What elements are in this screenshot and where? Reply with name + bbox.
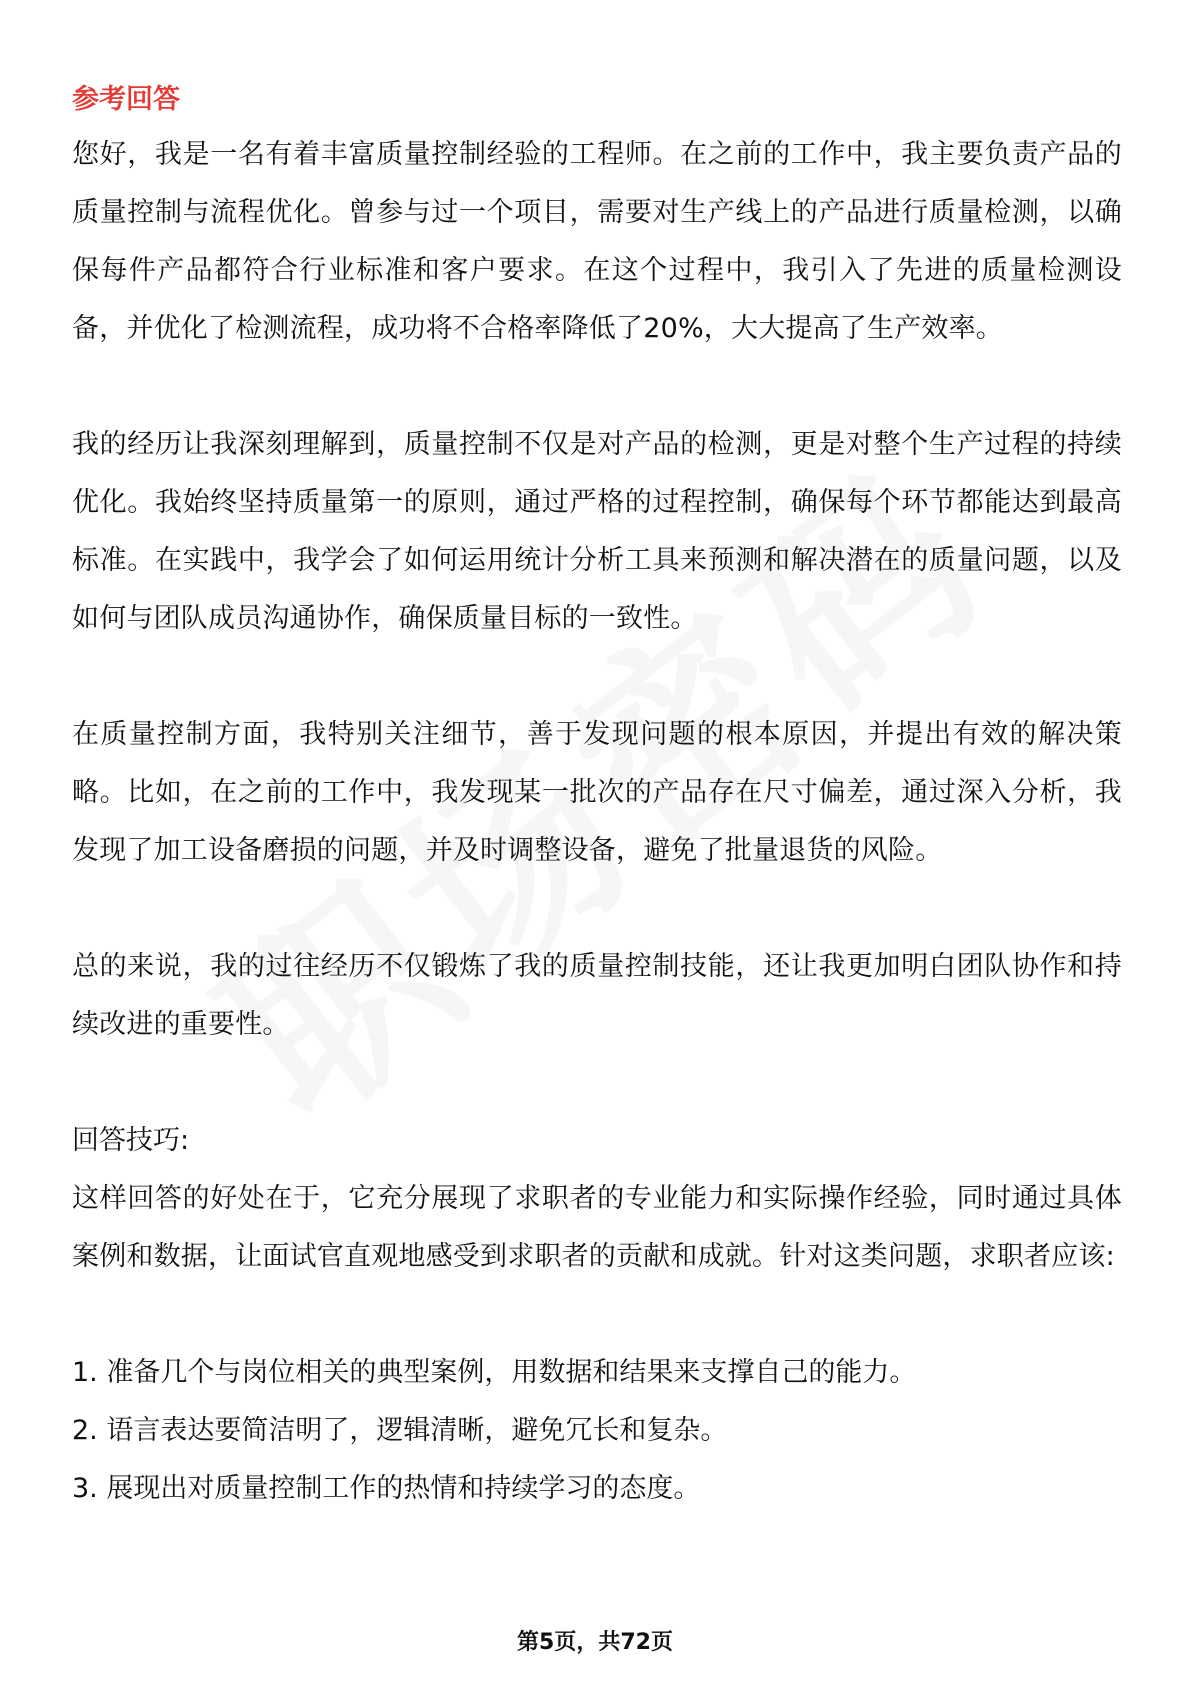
tips-intro: 这样回答的好处在于，它充分展现了求职者的专业能力和实际操作经验，同时通过具体案例和数据，让面试官直观地感受到求职者的贡献和成就。针对这类问题，求职者应该: (72, 1183, 1122, 1272)
paragraph-spacer (72, 1054, 1122, 1112)
paragraph-spacer (72, 358, 1122, 416)
page-content (72, 74, 1122, 1518)
answer-paragraph-2: 我的经历让我深刻理解到，质量控制不仅是对产品的检测，更是对整个生产过程的持续优化。我始终坚持质量第一的原则，通过严格的过程控制，确保每个环节都能达到最高标准。在实践中，我学会了如何运用统计分析工具来预测和解决潜在的质量问题，以及如何与团队成员沟通协作，确保质量目标的一致性。 (72, 429, 1122, 634)
tips-title: 回答技巧: (72, 1125, 190, 1156)
answer-paragraph-1: 您好，我是一名有着丰富质量控制经验的工程师。在之前的工作中，我主要负责产品的质量控制与流程优化。曾参与过一个项目，需要对生产线上的产品进行质量检测，以确保每件产品都符合行业标准和客户要求。在这个过程中，我引入了先进的质量检测设备，并优化了检测流程，成功将不合格率降低了20%，大大提高了生产效率。 (72, 139, 1122, 344)
section-title: 参考回答 (72, 84, 180, 115)
paragraph-spacer (72, 880, 1122, 938)
answer-paragraph-3: 在质量控制方面，我特别关注细节，善于发现问题的根本原因，并提出有效的解决策略。比如，在之前的工作中，我发现某一批次的产品存在尺寸偏差，通过深入分析，我发现了加工设备磨损的问题，并及时调整设备，避免了批量退货的风险。 (72, 719, 1122, 866)
paragraph-spacer (72, 648, 1122, 706)
paragraph-spacer (72, 1286, 1122, 1344)
tips-list-item: 3. 展现出对质量控制工作的热情和持续学习的态度。 (72, 1473, 701, 1504)
tips-list-item: 2. 语言表达要简洁明了，逻辑清晰，避免冗长和复杂。 (72, 1415, 728, 1446)
tips-list (72, 1344, 1122, 1518)
page-number: 第5页，共72页 (517, 1630, 673, 1655)
tips-list-item: 1. 准备几个与岗位相关的典型案例，用数据和结果来支撑自己的能力。 (72, 1357, 917, 1388)
answer-paragraph-4: 总的来说，我的过往经历不仅锻炼了我的质量控制技能，还让我更加明白团队协作和持续改进的重要性。 (72, 951, 1122, 1040)
